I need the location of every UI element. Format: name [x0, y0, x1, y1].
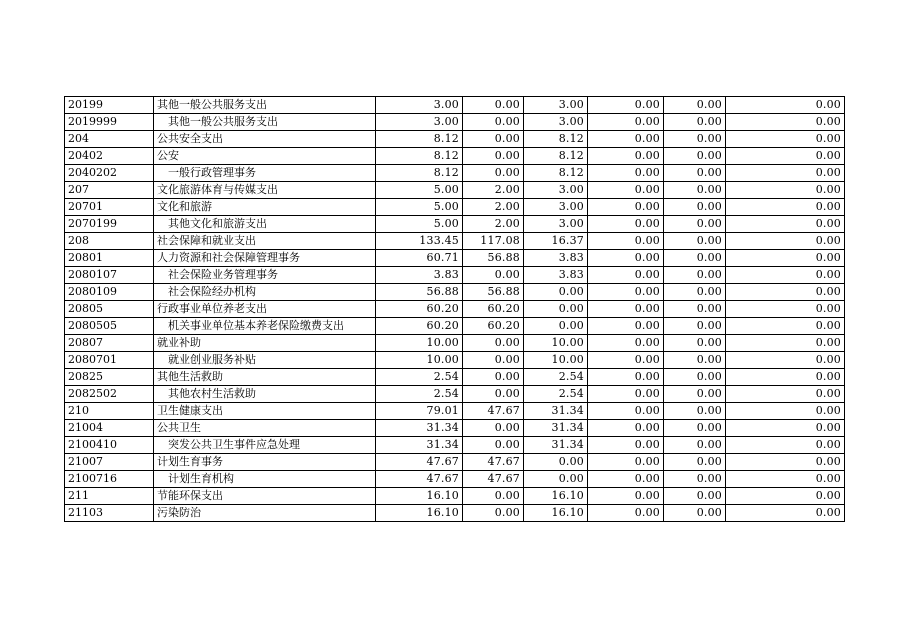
subject-code-cell: 2070199 — [65, 216, 154, 233]
amount-cell: 56.88 — [463, 284, 524, 301]
amount-cell: 0.00 — [588, 335, 664, 352]
amount-cell: 0.00 — [726, 199, 845, 216]
subject-name-cell: 计划生育机构 — [154, 471, 376, 488]
amount-cell: 0.00 — [664, 216, 726, 233]
amount-cell: 10.00 — [376, 335, 463, 352]
amount-cell: 0.00 — [588, 97, 664, 114]
amount-cell: 3.00 — [376, 114, 463, 131]
amount-cell: 0.00 — [726, 403, 845, 420]
amount-cell: 0.00 — [463, 165, 524, 182]
amount-cell: 133.45 — [376, 233, 463, 250]
amount-cell: 0.00 — [588, 216, 664, 233]
amount-cell: 56.88 — [463, 250, 524, 267]
subject-name-cell: 节能环保支出 — [154, 488, 376, 505]
amount-cell: 0.00 — [588, 420, 664, 437]
amount-cell: 0.00 — [664, 97, 726, 114]
subject-name-cell: 其他生活救助 — [154, 369, 376, 386]
amount-cell: 16.10 — [376, 505, 463, 522]
subject-code-cell: 2100716 — [65, 471, 154, 488]
subject-code-cell: 20701 — [65, 199, 154, 216]
amount-cell: 47.67 — [376, 454, 463, 471]
budget-table-container — [64, 96, 845, 522]
subject-code-cell: 2080107 — [65, 267, 154, 284]
amount-cell: 8.12 — [524, 148, 588, 165]
amount-cell: 0.00 — [588, 148, 664, 165]
subject-name-cell: 社会保障和就业支出 — [154, 233, 376, 250]
amount-cell: 0.00 — [664, 505, 726, 522]
amount-cell: 0.00 — [726, 352, 845, 369]
subject-name-cell: 公安 — [154, 148, 376, 165]
amount-cell: 2.00 — [463, 182, 524, 199]
amount-cell: 79.01 — [376, 403, 463, 420]
amount-cell: 2.54 — [524, 386, 588, 403]
amount-cell: 0.00 — [524, 454, 588, 471]
amount-cell: 56.88 — [376, 284, 463, 301]
subject-code-cell: 20801 — [65, 250, 154, 267]
amount-cell: 0.00 — [588, 369, 664, 386]
amount-cell: 47.67 — [463, 403, 524, 420]
table-row — [65, 97, 845, 114]
subject-name-cell: 文化旅游体育与传媒支出 — [154, 182, 376, 199]
table-row — [65, 199, 845, 216]
amount-cell: 0.00 — [588, 131, 664, 148]
subject-code-cell: 21007 — [65, 454, 154, 471]
subject-name-cell: 公共卫生 — [154, 420, 376, 437]
amount-cell: 31.34 — [524, 403, 588, 420]
table-row — [65, 437, 845, 454]
amount-cell: 2.54 — [524, 369, 588, 386]
subject-code-cell: 208 — [65, 233, 154, 250]
subject-name-cell: 污染防治 — [154, 505, 376, 522]
amount-cell: 8.12 — [376, 148, 463, 165]
amount-cell: 10.00 — [376, 352, 463, 369]
amount-cell: 47.67 — [463, 454, 524, 471]
subject-code-cell: 204 — [65, 131, 154, 148]
amount-cell: 0.00 — [726, 369, 845, 386]
table-row — [65, 267, 845, 284]
amount-cell: 0.00 — [726, 454, 845, 471]
amount-cell: 0.00 — [463, 386, 524, 403]
amount-cell: 0.00 — [664, 318, 726, 335]
subject-code-cell: 2080505 — [65, 318, 154, 335]
amount-cell: 0.00 — [664, 199, 726, 216]
subject-code-cell: 20825 — [65, 369, 154, 386]
amount-cell: 0.00 — [664, 471, 726, 488]
amount-cell: 0.00 — [588, 284, 664, 301]
amount-cell: 0.00 — [463, 437, 524, 454]
table-row — [65, 250, 845, 267]
amount-cell: 0.00 — [588, 250, 664, 267]
amount-cell: 8.12 — [376, 131, 463, 148]
amount-cell: 8.12 — [524, 165, 588, 182]
amount-cell: 0.00 — [664, 488, 726, 505]
amount-cell: 16.10 — [376, 488, 463, 505]
subject-code-cell: 2080701 — [65, 352, 154, 369]
amount-cell: 60.20 — [376, 301, 463, 318]
table-row — [65, 369, 845, 386]
amount-cell: 47.67 — [463, 471, 524, 488]
amount-cell: 0.00 — [588, 471, 664, 488]
amount-cell: 0.00 — [726, 131, 845, 148]
amount-cell: 0.00 — [463, 488, 524, 505]
amount-cell: 3.83 — [524, 267, 588, 284]
subject-name-cell: 其他文化和旅游支出 — [154, 216, 376, 233]
amount-cell: 60.20 — [463, 318, 524, 335]
subject-name-cell: 机关事业单位基本养老保险缴费支出 — [154, 318, 376, 335]
amount-cell: 0.00 — [726, 114, 845, 131]
amount-cell: 0.00 — [664, 386, 726, 403]
table-row — [65, 420, 845, 437]
amount-cell: 31.34 — [376, 437, 463, 454]
table-row — [65, 318, 845, 335]
table-row — [65, 165, 845, 182]
table-row — [65, 335, 845, 352]
amount-cell: 0.00 — [726, 301, 845, 318]
amount-cell: 0.00 — [664, 148, 726, 165]
amount-cell: 3.00 — [524, 114, 588, 131]
amount-cell: 3.00 — [524, 216, 588, 233]
amount-cell: 3.83 — [376, 267, 463, 284]
amount-cell: 0.00 — [726, 488, 845, 505]
amount-cell: 0.00 — [588, 182, 664, 199]
amount-cell: 0.00 — [463, 131, 524, 148]
amount-cell: 0.00 — [588, 454, 664, 471]
subject-name-cell: 其他一般公共服务支出 — [154, 114, 376, 131]
amount-cell: 3.00 — [376, 97, 463, 114]
amount-cell: 0.00 — [588, 114, 664, 131]
amount-cell: 0.00 — [588, 165, 664, 182]
amount-cell: 2.00 — [463, 216, 524, 233]
amount-cell: 10.00 — [524, 335, 588, 352]
amount-cell: 0.00 — [726, 386, 845, 403]
subject-code-cell: 2082502 — [65, 386, 154, 403]
subject-code-cell: 20199 — [65, 97, 154, 114]
subject-code-cell: 21103 — [65, 505, 154, 522]
amount-cell: 0.00 — [664, 301, 726, 318]
table-row — [65, 182, 845, 199]
subject-name-cell: 文化和旅游 — [154, 199, 376, 216]
subject-code-cell: 21004 — [65, 420, 154, 437]
table-row — [65, 386, 845, 403]
subject-code-cell: 20807 — [65, 335, 154, 352]
amount-cell: 0.00 — [726, 216, 845, 233]
subject-code-cell: 2100410 — [65, 437, 154, 454]
amount-cell: 5.00 — [376, 199, 463, 216]
amount-cell: 3.00 — [524, 97, 588, 114]
subject-name-cell: 就业创业服务补贴 — [154, 352, 376, 369]
amount-cell: 0.00 — [463, 369, 524, 386]
amount-cell: 0.00 — [588, 301, 664, 318]
amount-cell: 60.71 — [376, 250, 463, 267]
amount-cell: 0.00 — [588, 233, 664, 250]
table-row — [65, 131, 845, 148]
amount-cell: 0.00 — [726, 250, 845, 267]
amount-cell: 0.00 — [664, 420, 726, 437]
subject-name-cell: 其他农村生活救助 — [154, 386, 376, 403]
amount-cell: 0.00 — [588, 199, 664, 216]
amount-cell: 5.00 — [376, 182, 463, 199]
amount-cell: 0.00 — [726, 284, 845, 301]
amount-cell: 0.00 — [588, 488, 664, 505]
amount-cell: 0.00 — [726, 505, 845, 522]
subject-name-cell: 行政事业单位养老支出 — [154, 301, 376, 318]
table-row — [65, 505, 845, 522]
amount-cell: 0.00 — [588, 403, 664, 420]
subject-code-cell: 2040202 — [65, 165, 154, 182]
subject-name-cell: 公共安全支出 — [154, 131, 376, 148]
amount-cell: 3.00 — [524, 199, 588, 216]
amount-cell: 0.00 — [588, 386, 664, 403]
amount-cell: 0.00 — [664, 233, 726, 250]
table-body — [65, 97, 845, 522]
amount-cell: 0.00 — [664, 114, 726, 131]
amount-cell: 0.00 — [664, 165, 726, 182]
amount-cell: 16.10 — [524, 488, 588, 505]
table-row — [65, 148, 845, 165]
subject-name-cell: 社会保险经办机构 — [154, 284, 376, 301]
amount-cell: 0.00 — [588, 437, 664, 454]
amount-cell: 0.00 — [664, 403, 726, 420]
amount-cell: 5.00 — [376, 216, 463, 233]
subject-name-cell: 突发公共卫生事件应急处理 — [154, 437, 376, 454]
amount-cell: 0.00 — [524, 471, 588, 488]
amount-cell: 0.00 — [664, 454, 726, 471]
amount-cell: 0.00 — [463, 148, 524, 165]
amount-cell: 0.00 — [726, 267, 845, 284]
amount-cell: 0.00 — [463, 114, 524, 131]
amount-cell: 0.00 — [726, 233, 845, 250]
subject-code-cell: 207 — [65, 182, 154, 199]
amount-cell: 0.00 — [463, 505, 524, 522]
amount-cell: 117.08 — [463, 233, 524, 250]
subject-name-cell: 计划生育事务 — [154, 454, 376, 471]
amount-cell: 0.00 — [664, 335, 726, 352]
amount-cell: 0.00 — [726, 97, 845, 114]
amount-cell: 0.00 — [726, 182, 845, 199]
subject-name-cell: 一般行政管理事务 — [154, 165, 376, 182]
table-row — [65, 471, 845, 488]
amount-cell: 0.00 — [588, 267, 664, 284]
amount-cell: 0.00 — [726, 420, 845, 437]
amount-cell: 60.20 — [376, 318, 463, 335]
amount-cell: 31.34 — [376, 420, 463, 437]
amount-cell: 2.54 — [376, 386, 463, 403]
table-row — [65, 114, 845, 131]
amount-cell: 16.37 — [524, 233, 588, 250]
amount-cell: 10.00 — [524, 352, 588, 369]
table-row — [65, 352, 845, 369]
amount-cell: 0.00 — [664, 267, 726, 284]
amount-cell: 0.00 — [726, 471, 845, 488]
subject-name-cell: 其他一般公共服务支出 — [154, 97, 376, 114]
table-row — [65, 488, 845, 505]
table-row — [65, 216, 845, 233]
table-row — [65, 454, 845, 471]
table-row — [65, 284, 845, 301]
subject-name-cell: 卫生健康支出 — [154, 403, 376, 420]
amount-cell: 31.34 — [524, 420, 588, 437]
amount-cell: 8.12 — [524, 131, 588, 148]
subject-name-cell: 社会保险业务管理事务 — [154, 267, 376, 284]
subject-name-cell: 就业补助 — [154, 335, 376, 352]
amount-cell: 60.20 — [463, 301, 524, 318]
amount-cell: 8.12 — [376, 165, 463, 182]
amount-cell: 0.00 — [664, 250, 726, 267]
amount-cell: 0.00 — [463, 267, 524, 284]
subject-code-cell: 2019999 — [65, 114, 154, 131]
subject-name-cell: 人力资源和社会保障管理事务 — [154, 250, 376, 267]
amount-cell: 0.00 — [588, 505, 664, 522]
amount-cell: 0.00 — [588, 352, 664, 369]
subject-code-cell: 211 — [65, 488, 154, 505]
amount-cell: 0.00 — [463, 352, 524, 369]
table-row — [65, 233, 845, 250]
subject-code-cell: 210 — [65, 403, 154, 420]
amount-cell: 0.00 — [726, 318, 845, 335]
amount-cell: 0.00 — [524, 301, 588, 318]
amount-cell: 0.00 — [463, 97, 524, 114]
amount-cell: 2.54 — [376, 369, 463, 386]
amount-cell: 0.00 — [463, 335, 524, 352]
table-row — [65, 301, 845, 318]
amount-cell: 0.00 — [726, 148, 845, 165]
amount-cell: 0.00 — [664, 437, 726, 454]
expenditure-table — [64, 96, 845, 522]
amount-cell: 31.34 — [524, 437, 588, 454]
amount-cell: 47.67 — [376, 471, 463, 488]
amount-cell: 0.00 — [463, 420, 524, 437]
amount-cell: 3.00 — [524, 182, 588, 199]
amount-cell: 0.00 — [664, 284, 726, 301]
amount-cell: 0.00 — [664, 352, 726, 369]
amount-cell: 0.00 — [664, 182, 726, 199]
amount-cell: 0.00 — [726, 165, 845, 182]
table-row — [65, 403, 845, 420]
amount-cell: 16.10 — [524, 505, 588, 522]
subject-code-cell: 20805 — [65, 301, 154, 318]
amount-cell: 0.00 — [726, 437, 845, 454]
amount-cell: 0.00 — [664, 369, 726, 386]
amount-cell: 0.00 — [524, 318, 588, 335]
amount-cell: 0.00 — [726, 335, 845, 352]
subject-code-cell: 2080109 — [65, 284, 154, 301]
amount-cell: 0.00 — [664, 131, 726, 148]
amount-cell: 0.00 — [524, 284, 588, 301]
amount-cell: 0.00 — [588, 318, 664, 335]
subject-code-cell: 20402 — [65, 148, 154, 165]
amount-cell: 3.83 — [524, 250, 588, 267]
amount-cell: 2.00 — [463, 199, 524, 216]
